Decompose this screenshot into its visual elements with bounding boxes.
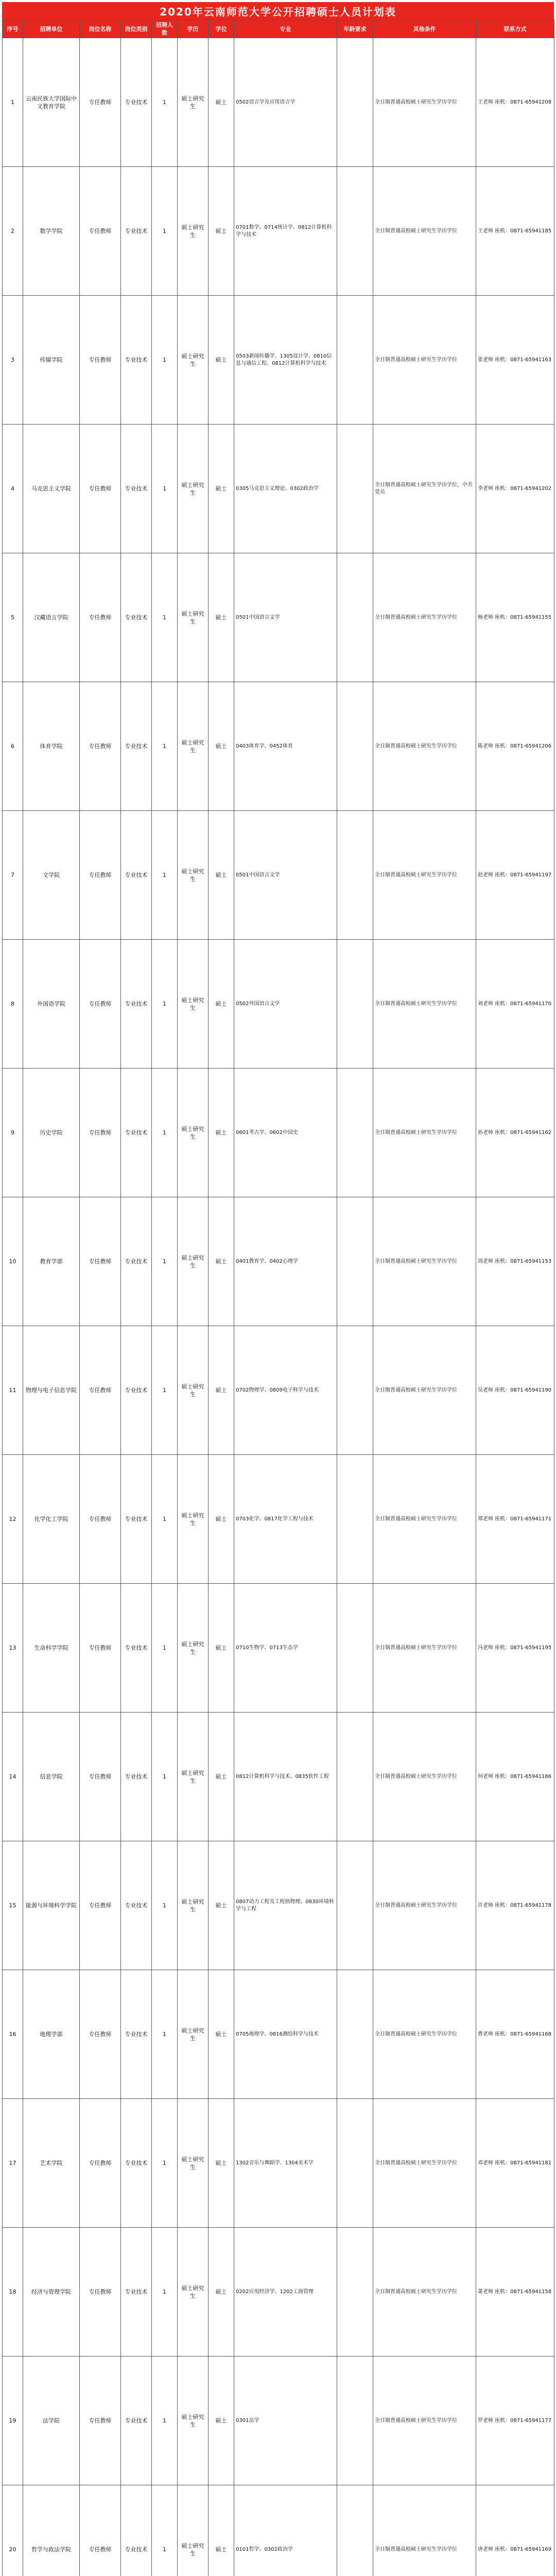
cell-major: 0305马克思主义理论、0302政治学 [234, 425, 337, 553]
cell-conditions: 全日制普通高校硕士研究生学历学位 [373, 1713, 476, 1841]
cell-category: 专业技术 [121, 2099, 152, 2228]
cell-count: 1 [152, 1584, 178, 1713]
table-row [3, 1713, 554, 1841]
cell-conditions: 全日制普通高校硕士研究生学历学位 [373, 2099, 476, 2228]
cell-education: 硕士研究生 [178, 2099, 208, 2228]
cell-age [337, 167, 373, 296]
cell-contact: 郑老师 座机：0871-65941171 [476, 1455, 554, 1584]
cell-contact: 周老师 座机：0871-65941153 [476, 1197, 554, 1326]
cell-category: 专业技术 [121, 553, 152, 682]
cell-number: 17 [3, 2099, 23, 2228]
cell-contact: 萧老师 座机：0871-65941158 [476, 2228, 554, 2357]
cell-number: 9 [3, 1069, 23, 1197]
cell-number: 1 [3, 38, 23, 167]
cell-education: 硕士研究生 [178, 2357, 208, 2485]
cell-count: 1 [152, 167, 178, 296]
cell-count: 1 [152, 682, 178, 811]
cell-age [337, 682, 373, 811]
cell-degree: 硕士 [208, 553, 234, 682]
cell-category: 专业技术 [121, 167, 152, 296]
cell-post: 专任教师 [80, 167, 121, 296]
cell-conditions: 全日制普通高校硕士研究生学历学位 [373, 2485, 476, 2576]
cell-age [337, 2485, 373, 2576]
table-row [3, 811, 554, 940]
cell-count: 1 [152, 553, 178, 682]
cell-unit: 数学学院 [23, 167, 80, 296]
cell-conditions: 全日制普通高校硕士研究生学历学位 [373, 1970, 476, 2099]
cell-unit: 法学院 [23, 2357, 80, 2485]
cell-education: 硕士研究生 [178, 1197, 208, 1326]
cell-contact: 刘老师 座机：0871-65941170 [476, 940, 554, 1069]
cell-education: 硕士研究生 [178, 2228, 208, 2357]
cell-count: 1 [152, 425, 178, 553]
cell-contact: 赵老师 座机：0871-65941197 [476, 811, 554, 940]
cell-conditions: 全日制普通高校硕士研究生学历学位 [373, 1326, 476, 1455]
cell-count: 1 [152, 2357, 178, 2485]
table-row [3, 167, 554, 296]
cell-category: 专业技术 [121, 1455, 152, 1584]
cell-education: 硕士研究生 [178, 553, 208, 682]
cell-category: 专业技术 [121, 1841, 152, 1970]
cell-number: 19 [3, 2357, 23, 2485]
cell-conditions: 全日制普通高校硕士研究生学历学位 [373, 1069, 476, 1197]
cell-unit: 教育学部 [23, 1197, 80, 1326]
cell-degree: 硕士 [208, 2485, 234, 2576]
cell-unit: 哲学与政法学院 [23, 2485, 80, 2576]
cell-count: 1 [152, 38, 178, 167]
cell-count: 1 [152, 940, 178, 1069]
cell-number: 3 [3, 296, 23, 425]
cell-conditions: 全日制普通高校硕士研究生学历学位 [373, 296, 476, 425]
cell-post: 专任教师 [80, 296, 121, 425]
cell-category: 专业技术 [121, 1197, 152, 1326]
table-body [3, 38, 554, 2576]
cell-major: 0403体育学、0452体育 [234, 682, 337, 811]
cell-degree: 硕士 [208, 1970, 234, 2099]
cell-category: 专业技术 [121, 2228, 152, 2357]
cell-age [337, 1197, 373, 1326]
cell-conditions: 全日制普通高校硕士研究生学历学位 [373, 1455, 476, 1584]
cell-category: 专业技术 [121, 940, 152, 1069]
cell-category: 专业技术 [121, 682, 152, 811]
header-row [3, 20, 554, 38]
cell-count: 1 [152, 1970, 178, 2099]
cell-post: 专任教师 [80, 1197, 121, 1326]
cell-post: 专任教师 [80, 1841, 121, 1970]
table-row [3, 296, 554, 425]
cell-degree: 硕士 [208, 1326, 234, 1455]
table-row [3, 2485, 554, 2576]
cell-age [337, 1326, 373, 1455]
cell-contact: 冯老师 座机：0871-65941195 [476, 1584, 554, 1713]
table-title: 2020年云南师范大学公开招聘硕士人员计划表 [2, 2, 554, 20]
cell-education: 硕士研究生 [178, 425, 208, 553]
header-cell: 专业 [234, 20, 337, 38]
cell-unit: 能源与环境科学学院 [23, 1841, 80, 1970]
cell-major: 0502语言学及应用语言学 [234, 38, 337, 167]
cell-category: 专业技术 [121, 2485, 152, 2576]
cell-conditions: 全日制普通高校硕士研究生学历学位 [373, 1841, 476, 1970]
cell-unit: 艺术学院 [23, 2099, 80, 2228]
header-cell: 岗位名称 [80, 20, 121, 38]
cell-major: 0502外国语言文学 [234, 940, 337, 1069]
cell-conditions: 全日制普通高校硕士研究生学历学位 [373, 2357, 476, 2485]
cell-major: 0101哲学、0302政治学 [234, 2485, 337, 2576]
cell-category: 专业技术 [121, 296, 152, 425]
cell-count: 1 [152, 1455, 178, 1584]
cell-major: 0401教育学、0402心理学 [234, 1197, 337, 1326]
cell-post: 专任教师 [80, 811, 121, 940]
cell-count: 1 [152, 296, 178, 425]
cell-age [337, 2357, 373, 2485]
cell-conditions: 全日制普通高校硕士研究生学历学位 [373, 2228, 476, 2357]
cell-number: 6 [3, 682, 23, 811]
cell-number: 5 [3, 553, 23, 682]
header-cell: 序号 [3, 20, 23, 38]
cell-major: 0501中国语言文学 [234, 811, 337, 940]
cell-age [337, 1970, 373, 2099]
cell-post: 专任教师 [80, 682, 121, 811]
cell-number: 7 [3, 811, 23, 940]
cell-contact: 王老师 座机：0871-65941185 [476, 167, 554, 296]
cell-unit: 传媒学院 [23, 296, 80, 425]
cell-age [337, 2228, 373, 2357]
cell-unit: 历史学院 [23, 1069, 80, 1197]
header-cell: 招聘人数 [152, 20, 178, 38]
cell-education: 硕士研究生 [178, 1069, 208, 1197]
cell-degree: 硕士 [208, 1713, 234, 1841]
cell-major: 0710生物学、0713生态学 [234, 1584, 337, 1713]
cell-post: 专任教师 [80, 1069, 121, 1197]
cell-count: 1 [152, 1841, 178, 1970]
cell-post: 专任教师 [80, 2357, 121, 2485]
cell-education: 硕士研究生 [178, 811, 208, 940]
cell-major: 0702物理学、0809电子科学与技术 [234, 1326, 337, 1455]
table-row [3, 1069, 554, 1197]
cell-education: 硕士研究生 [178, 38, 208, 167]
table-row [3, 553, 554, 682]
cell-major: 0202应用经济学、1202工商管理 [234, 2228, 337, 2357]
cell-contact: 吴老师 座机：0871-65941190 [476, 1326, 554, 1455]
table-row [3, 2099, 554, 2228]
cell-age [337, 1069, 373, 1197]
cell-count: 1 [152, 811, 178, 940]
cell-count: 1 [152, 1069, 178, 1197]
cell-contact: 杨老师 座机：0871-65941155 [476, 553, 554, 682]
cell-count: 1 [152, 1713, 178, 1841]
cell-unit: 生命科学学院 [23, 1584, 80, 1713]
cell-number: 16 [3, 1970, 23, 2099]
cell-age [337, 1455, 373, 1584]
cell-education: 硕士研究生 [178, 296, 208, 425]
cell-degree: 硕士 [208, 167, 234, 296]
cell-number: 14 [3, 1713, 23, 1841]
cell-conditions: 全日制普通高校硕士研究生学历学位 [373, 167, 476, 296]
cell-age [337, 1713, 373, 1841]
cell-post: 专任教师 [80, 1713, 121, 1841]
cell-degree: 硕士 [208, 940, 234, 1069]
cell-conditions: 全日制普通高校硕士研究生学历学位 [373, 1584, 476, 1713]
cell-education: 硕士研究生 [178, 2485, 208, 2576]
cell-post: 专任教师 [80, 2485, 121, 2576]
cell-degree: 硕士 [208, 1841, 234, 1970]
cell-unit: 化学化工学院 [23, 1455, 80, 1584]
cell-post: 专任教师 [80, 38, 121, 167]
cell-age [337, 1841, 373, 1970]
cell-conditions: 全日制普通高校硕士研究生学历学位，中共党员 [373, 425, 476, 553]
cell-contact: 孙老师 座机：0871-65941162 [476, 1069, 554, 1197]
table-row [3, 1970, 554, 2099]
cell-major: 0703化学、0817化学工程与技术 [234, 1455, 337, 1584]
cell-major: 0503新闻传播学、1305设计学、0810信息与通信工程、0812计算机科学与技术 [234, 296, 337, 425]
cell-age [337, 940, 373, 1069]
table-row [3, 940, 554, 1069]
cell-degree: 硕士 [208, 811, 234, 940]
cell-number: 10 [3, 1197, 23, 1326]
cell-major: 1302音乐与舞蹈学、1304美术学 [234, 2099, 337, 2228]
cell-number: 18 [3, 2228, 23, 2357]
cell-conditions: 全日制普通高校硕士研究生学历学位 [373, 38, 476, 167]
cell-major: 0301法学 [234, 2357, 337, 2485]
cell-major: 0812计算机科学与技术、0835软件工程 [234, 1713, 337, 1841]
cell-degree: 硕士 [208, 1455, 234, 1584]
cell-age [337, 1584, 373, 1713]
cell-contact: 曹老师 座机：0871-65941168 [476, 1970, 554, 2099]
cell-conditions: 全日制普通高校硕士研究生学历学位 [373, 1197, 476, 1326]
cell-education: 硕士研究生 [178, 1841, 208, 1970]
cell-major: 0601考古学、0602中国史 [234, 1069, 337, 1197]
cell-major: 0501中国语言文学 [234, 553, 337, 682]
cell-post: 专任教师 [80, 2099, 121, 2228]
cell-contact: 罗老师 座机：0871-65941177 [476, 2357, 554, 2485]
cell-degree: 硕士 [208, 682, 234, 811]
table-row [3, 425, 554, 553]
cell-degree: 硕士 [208, 1197, 234, 1326]
cell-contact: 陈老师 座机：0871-65941206 [476, 682, 554, 811]
cell-age [337, 811, 373, 940]
table-row [3, 682, 554, 811]
header-cell: 年龄要求 [337, 20, 373, 38]
cell-post: 专任教师 [80, 940, 121, 1069]
header-cell: 岗位类别 [121, 20, 152, 38]
cell-count: 1 [152, 2099, 178, 2228]
cell-degree: 硕士 [208, 38, 234, 167]
cell-age [337, 38, 373, 167]
table-row [3, 1455, 554, 1584]
cell-contact: 张老师 座机：0871-65941163 [476, 296, 554, 425]
cell-contact: 王老师 座机：0871-65941208 [476, 38, 554, 167]
cell-post: 专任教师 [80, 1584, 121, 1713]
cell-major: 0807动力工程及工程热物理、0830环境科学与工程 [234, 1841, 337, 1970]
cell-category: 专业技术 [121, 1970, 152, 2099]
header-cell: 学历 [178, 20, 208, 38]
cell-contact: 李老师 座机：0871-65941202 [476, 425, 554, 553]
cell-contact: 何老师 座机：0871-65941186 [476, 1713, 554, 1841]
cell-number: 11 [3, 1326, 23, 1455]
header-cell: 联系方式 [476, 20, 554, 38]
cell-post: 专任教师 [80, 2228, 121, 2357]
cell-contact: 许老师 座机：0871-65941178 [476, 1841, 554, 1970]
cell-unit: 汉藏语言学院 [23, 553, 80, 682]
table-row [3, 38, 554, 167]
cell-post: 专任教师 [80, 1970, 121, 2099]
cell-unit: 信息学院 [23, 1713, 80, 1841]
cell-category: 专业技术 [121, 1584, 152, 1713]
cell-number: 13 [3, 1584, 23, 1713]
cell-post: 专任教师 [80, 553, 121, 682]
cell-unit: 外国语学院 [23, 940, 80, 1069]
cell-conditions: 全日制普通高校硕士研究生学历学位 [373, 682, 476, 811]
table-row [3, 1584, 554, 1713]
cell-conditions: 全日制普通高校硕士研究生学历学位 [373, 553, 476, 682]
cell-post: 专任教师 [80, 425, 121, 553]
cell-major: 0701数学、0714统计学、0812计算机科学与技术 [234, 167, 337, 296]
cell-education: 硕士研究生 [178, 1584, 208, 1713]
header-cell: 招聘单位 [23, 20, 80, 38]
cell-conditions: 全日制普通高校硕士研究生学历学位 [373, 811, 476, 940]
cell-number: 4 [3, 425, 23, 553]
cell-post: 专任教师 [80, 1326, 121, 1455]
cell-education: 硕士研究生 [178, 940, 208, 1069]
cell-category: 专业技术 [121, 1069, 152, 1197]
cell-category: 专业技术 [121, 1713, 152, 1841]
cell-post: 专任教师 [80, 1455, 121, 1584]
cell-education: 硕士研究生 [178, 1970, 208, 2099]
table-row [3, 1841, 554, 1970]
cell-number: 8 [3, 940, 23, 1069]
cell-age [337, 2099, 373, 2228]
cell-age [337, 296, 373, 425]
cell-unit: 物理与电子信息学院 [23, 1326, 80, 1455]
cell-age [337, 553, 373, 682]
cell-education: 硕士研究生 [178, 167, 208, 296]
cell-degree: 硕士 [208, 296, 234, 425]
cell-degree: 硕士 [208, 1069, 234, 1197]
cell-conditions: 全日制普通高校硕士研究生学历学位 [373, 940, 476, 1069]
cell-degree: 硕士 [208, 2228, 234, 2357]
table-row [3, 1326, 554, 1455]
cell-unit: 体育学院 [23, 682, 80, 811]
cell-education: 硕士研究生 [178, 1713, 208, 1841]
header-cell: 学位 [208, 20, 234, 38]
cell-degree: 硕士 [208, 1584, 234, 1713]
cell-count: 1 [152, 2485, 178, 2576]
cell-degree: 硕士 [208, 425, 234, 553]
cell-education: 硕士研究生 [178, 1326, 208, 1455]
cell-count: 1 [152, 2228, 178, 2357]
cell-category: 专业技术 [121, 425, 152, 553]
cell-count: 1 [152, 1326, 178, 1455]
cell-age [337, 425, 373, 553]
cell-unit: 云南民族大学国际中文教育学院 [23, 38, 80, 167]
cell-unit: 马克思主义学院 [23, 425, 80, 553]
cell-degree: 硕士 [208, 2099, 234, 2228]
cell-category: 专业技术 [121, 38, 152, 167]
table-row [3, 2357, 554, 2485]
header-cell: 其他条件 [373, 20, 476, 38]
cell-education: 硕士研究生 [178, 682, 208, 811]
cell-unit: 文学院 [23, 811, 80, 940]
recruitment-table [2, 20, 554, 2576]
cell-count: 1 [152, 1197, 178, 1326]
cell-unit: 地理学部 [23, 1970, 80, 2099]
cell-category: 专业技术 [121, 1326, 152, 1455]
cell-contact: 邓老师 座机：0871-65941181 [476, 2099, 554, 2228]
cell-unit: 经济与管理学院 [23, 2228, 80, 2357]
cell-category: 专业技术 [121, 811, 152, 940]
cell-degree: 硕士 [208, 2357, 234, 2485]
cell-number: 20 [3, 2485, 23, 2576]
table-row [3, 2228, 554, 2357]
cell-number: 2 [3, 167, 23, 296]
cell-number: 12 [3, 1455, 23, 1584]
cell-education: 硕士研究生 [178, 1455, 208, 1584]
cell-major: 0705地理学、0816测绘科学与技术 [234, 1970, 337, 2099]
cell-contact: 唐老师 座机：0871-65941169 [476, 2485, 554, 2576]
cell-number: 15 [3, 1841, 23, 1970]
table-row [3, 1197, 554, 1326]
cell-category: 专业技术 [121, 2357, 152, 2485]
